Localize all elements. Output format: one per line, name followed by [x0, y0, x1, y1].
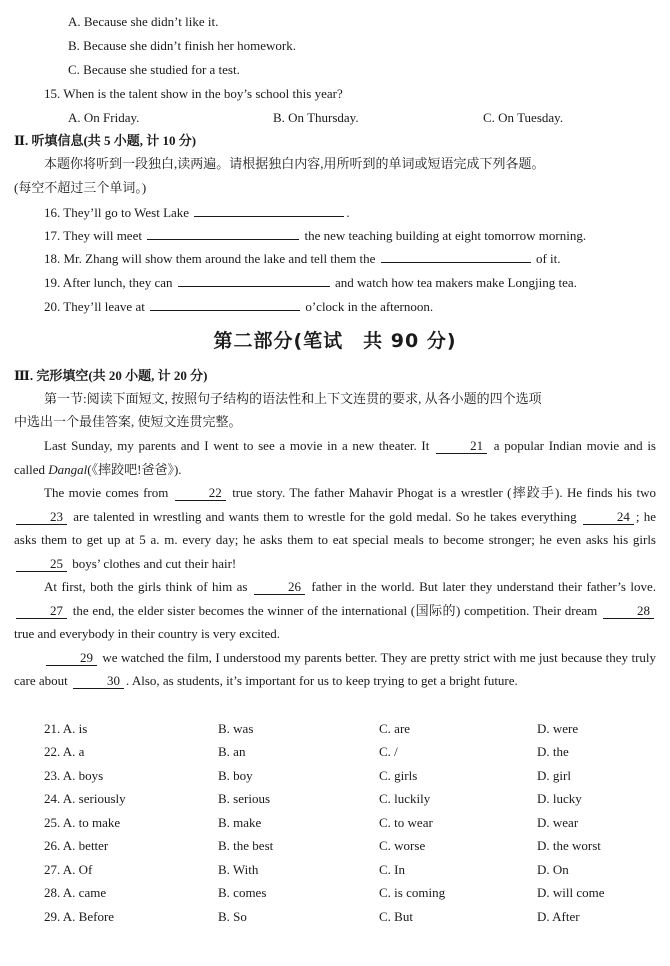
options-27 — [44, 861, 664, 878]
section-2-heading: Ⅱ. 听填信息(共 5 小题, 计 10 分) — [14, 133, 197, 148]
option-c[interactable]: C. to wear — [379, 815, 433, 830]
answer-blank-25[interactable]: 25 — [16, 556, 67, 572]
option-d[interactable]: D. the — [537, 744, 569, 759]
options-22 — [44, 743, 664, 760]
passage-text: true story. The father Mahavir Phogat is a wrestler (摔跤手). He finds his two — [232, 485, 657, 500]
passage-text: true and everybody in their country is very excited. — [14, 626, 281, 641]
answer-blank-19[interactable] — [178, 273, 330, 287]
options-25 — [44, 814, 664, 831]
option-a[interactable]: 27. A. Of — [44, 862, 93, 877]
passage-text: the end, the elder sister becomes the winner of the international (国际的) competition. Their dream — [72, 602, 598, 618]
option-a[interactable]: 21. A. is — [44, 721, 88, 736]
answer-blank-18[interactable] — [381, 249, 531, 263]
options-26 — [44, 837, 664, 854]
option-b[interactable]: B. With — [218, 862, 259, 877]
option-a[interactable]: 26. A. better — [44, 838, 109, 853]
passage-text: ; he asks them to get up at 5 a. m. every day; he asks them to eat special meals to become stronger; he even asks his girls — [14, 508, 656, 547]
question-17-text: 17. They will meet — [44, 228, 142, 243]
option-a[interactable]: 23. A. boys — [44, 768, 104, 783]
option-c[interactable]: C. girls — [379, 768, 418, 783]
question-15-stem: 15. When is the talent show in the boy’s school this year? — [44, 86, 343, 101]
question-19-end: and watch how tea makers make Longjing tea. — [335, 275, 577, 290]
passage-text: are talented in wrestling and wants them to wrestle for the gold medal. So he takes everything — [73, 508, 577, 524]
question-18 — [44, 249, 561, 267]
option-c[interactable]: C. / — [379, 744, 398, 759]
section-3-instruction: 第一节:阅读下面短文, 按照句子结构的语法性和上下文连贯的要求, 从各小题的四个选项 — [44, 391, 542, 406]
option-a[interactable]: 28. A. came — [44, 885, 107, 900]
option-c[interactable]: C. In — [379, 862, 405, 877]
answer-blank-20[interactable] — [150, 297, 300, 311]
passage-text: father in the world. But later they understand their father’s love. — [311, 579, 656, 594]
option-a[interactable]: 29. A. Before — [44, 909, 115, 924]
answer-blank-17[interactable] — [147, 226, 299, 240]
question-15-option-c: C. On Tuesday. — [483, 110, 564, 125]
question-15-option-a: A. On Friday. — [68, 110, 140, 125]
options-21 — [44, 720, 664, 737]
answer-blank-29[interactable]: 29 — [46, 650, 97, 666]
option-d[interactable]: D. After — [537, 909, 580, 924]
passage-text: Last Sunday, my parents and I went to see a movie in a new theater. It — [44, 438, 430, 453]
option-c[interactable]: C. worse — [379, 838, 426, 853]
option-b[interactable]: B. comes — [218, 885, 267, 900]
passage-text: . Also, as students, it’s important for us to keep trying to get a bright future. — [126, 673, 518, 688]
answer-blank-28[interactable]: 28 — [603, 603, 654, 619]
question-18-end: of it. — [535, 251, 561, 266]
answer-blank-30[interactable]: 30 — [73, 673, 124, 689]
question-17 — [44, 226, 586, 244]
answer-blank-21[interactable]: 21 — [436, 438, 487, 454]
question-20-text: 20. They’ll leave at — [44, 299, 145, 314]
question-18-text: 18. Mr. Zhang will show them around the lake and tell them the — [44, 251, 376, 266]
question-15-option-b: B. On Thursday. — [273, 110, 359, 125]
question-20-end: o’clock in the afternoon. — [305, 299, 434, 314]
passage-paragraph-3 — [14, 575, 656, 646]
options-24 — [44, 790, 664, 807]
passage-text: At first, both the girls think of him as — [44, 579, 248, 594]
option-d[interactable]: D. wear — [537, 815, 579, 830]
option-b[interactable]: B. make — [218, 815, 262, 830]
section-3-instruction-cont: 中选出一个最佳答案, 使短文连贯完整。 — [14, 414, 242, 429]
answer-blank-27[interactable]: 27 — [16, 603, 67, 619]
option-d[interactable]: D. the worst — [537, 838, 601, 853]
option-b[interactable]: B. boy — [218, 768, 253, 783]
option-d[interactable]: D. lucky — [537, 791, 582, 806]
answer-blank-24[interactable]: 24 — [583, 509, 634, 525]
question-19 — [44, 273, 577, 291]
answer-blank-22[interactable]: 22 — [175, 485, 226, 501]
option-d[interactable]: D. were — [537, 721, 579, 736]
option-a: A. Because she didn’t like it. — [68, 14, 219, 29]
passage-paragraph-1 — [14, 434, 656, 481]
option-d[interactable]: D. On — [537, 862, 569, 877]
part-2-title: 第二部分(笔试 共 90 分) — [213, 330, 457, 352]
options-23 — [44, 767, 664, 784]
passage-paragraph-2 — [14, 481, 656, 575]
section-2-instruction-note: (每空不超过三个单词。) — [14, 180, 147, 195]
question-16-end: . — [346, 205, 350, 220]
answer-blank-23[interactable]: 23 — [16, 509, 67, 525]
question-16 — [44, 203, 350, 221]
section-3-heading: Ⅲ. 完形填空(共 20 小题, 计 20 分) — [14, 368, 208, 383]
option-b[interactable]: B. So — [218, 909, 247, 924]
passage-text: a popular Indian movie and is called — [14, 438, 656, 477]
question-19-text: 19. After lunch, they can — [44, 275, 173, 290]
option-a[interactable]: 24. A. seriously — [44, 791, 126, 806]
options-29 — [44, 908, 664, 925]
option-b[interactable]: B. serious — [218, 791, 270, 806]
passage-text: we watched the film, I understood my parents better. They are pretty strict with me just because they truly care about — [14, 649, 657, 688]
option-b[interactable]: B. the best — [218, 838, 274, 853]
option-a[interactable]: 22. A. a — [44, 744, 85, 759]
option-b[interactable]: B. an — [218, 744, 246, 759]
options-28 — [44, 884, 664, 901]
option-b: B. Because she didn’t finish her homework. — [68, 38, 296, 53]
option-d[interactable]: D. will come — [537, 885, 605, 900]
question-20 — [44, 297, 433, 315]
passage-text: boys’ clothes and cut their hair! — [72, 555, 237, 571]
question-16-text: 16. They’ll go to West Lake — [44, 205, 190, 220]
answer-blank-16[interactable] — [194, 203, 344, 217]
option-c[interactable]: C. is coming — [379, 885, 446, 900]
option-c: C. Because she studied for a test. — [68, 62, 240, 77]
option-b[interactable]: B. was — [218, 721, 254, 736]
answer-blank-26[interactable]: 26 — [254, 579, 305, 595]
passage-text: The movie comes from — [44, 485, 169, 500]
option-c[interactable]: C. luckily — [379, 791, 431, 806]
option-a[interactable]: 25. A. to make — [44, 815, 121, 830]
option-d[interactable]: D. girl — [537, 768, 571, 783]
passage-paragraph-4 — [14, 646, 656, 693]
movie-title: Dangal — [48, 461, 88, 477]
movie-title-chinese: (《摔跤吧!爸爸》). — [87, 461, 182, 477]
section-2-instruction: 本题你将听到一段独白,读两遍。请根据独白内容,用所听到的单词或短语完成下列各题。 — [44, 156, 545, 171]
option-c[interactable]: C. are — [379, 721, 411, 736]
question-17-end: the new teaching building at eight tomorrow morning. — [304, 228, 587, 243]
option-c[interactable]: C. But — [379, 909, 413, 924]
cloze-passage — [14, 434, 656, 693]
